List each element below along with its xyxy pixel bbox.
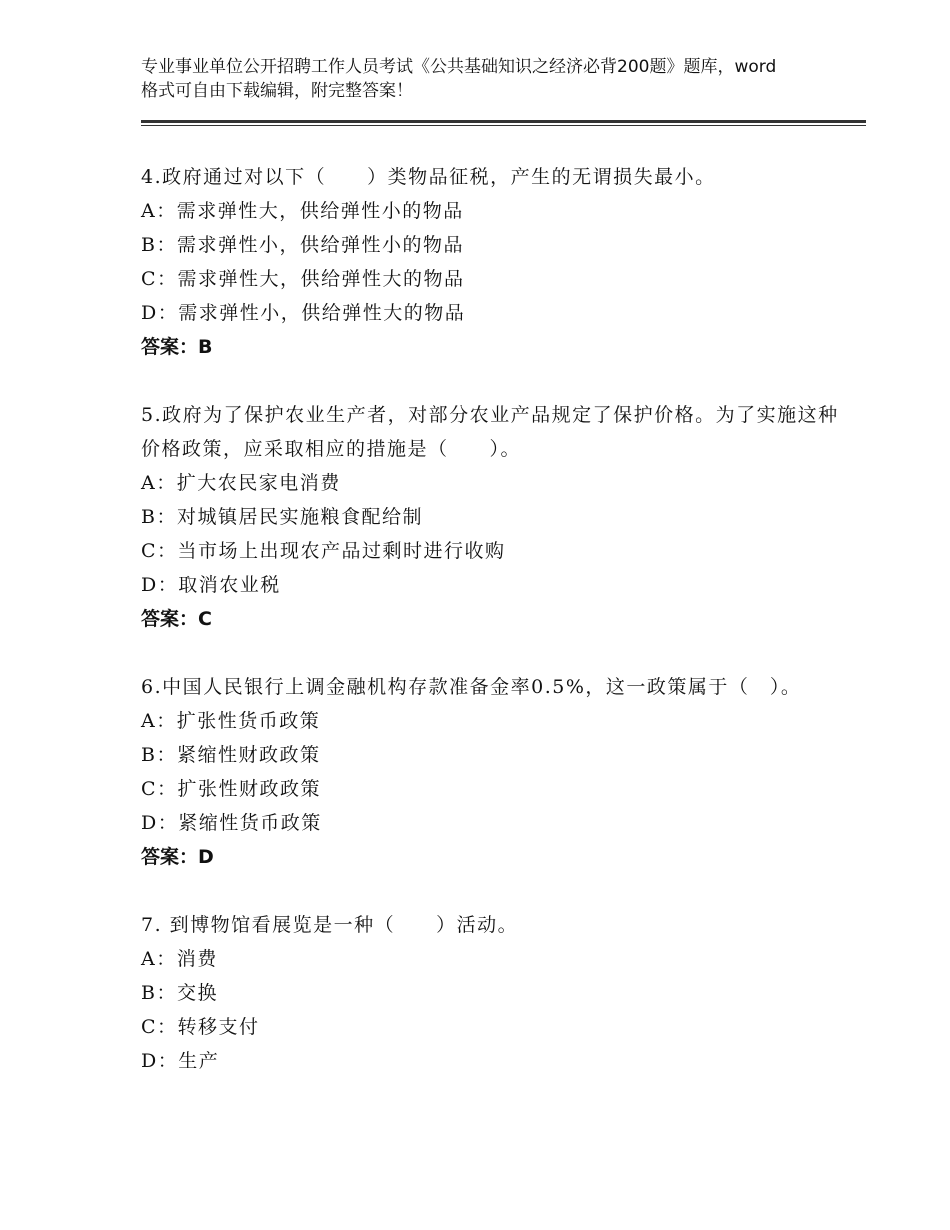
document-header: [141, 55, 781, 103]
option-d: D：紧缩性货币政策: [141, 812, 322, 834]
question-stem: 4.政府通过对以下（ ）类物品征税，产生的无谓损失最小。: [141, 166, 716, 188]
header-title: 专业事业单位公开招聘工作人员考试《公共基础知识之经济必背200题》题库，word格式可自由下载编辑，附完整答案！: [141, 57, 777, 101]
option-b: B：需求弹性小，供给弹性小的物品: [141, 234, 464, 256]
answer: 答案：D: [141, 846, 214, 868]
option-c: C：当市场上出现农产品过剩时进行收购: [141, 540, 506, 562]
option-a: A：需求弹性大，供给弹性小的物品: [141, 200, 464, 222]
option-b: B：交换: [141, 982, 218, 1004]
question-list: [141, 160, 841, 1112]
option-c: C：需求弹性大，供给弹性大的物品: [141, 268, 465, 290]
question-6: [141, 670, 841, 874]
header-rule-thick: [141, 120, 866, 123]
option-d: D：生产: [141, 1050, 220, 1072]
question-7: [141, 908, 841, 1078]
question-stem: 5.政府为了保护农业生产者，对部分农业产品规定了保护价格。为了实施这种价格政策，应采取相应的措施是（ ）。: [141, 404, 839, 460]
header-rule-thin: [141, 125, 866, 126]
answer: 答案：C: [141, 608, 212, 630]
answer: 答案：B: [141, 336, 213, 358]
option-b: B：紧缩性财政政策: [141, 744, 321, 766]
option-b: B：对城镇居民实施粮食配给制: [141, 506, 423, 528]
question-4: [141, 160, 841, 364]
option-c: C：扩张性财政政策: [141, 778, 322, 800]
option-d: D：需求弹性小，供给弹性大的物品: [141, 302, 466, 324]
question-5: [141, 398, 841, 636]
option-a: A：扩大农民家电消费: [141, 472, 341, 494]
option-d: D：取消农业税: [141, 574, 281, 596]
question-stem: 6.中国人民银行上调金融机构存款准备金率0.5%，这一政策属于（ ）。: [141, 676, 802, 698]
option-a: A：消费: [141, 948, 218, 970]
option-c: C：转移支付: [141, 1016, 260, 1038]
question-stem: 7. 到博物馆看展览是一种（ ）活动。: [141, 914, 519, 936]
option-a: A：扩张性货币政策: [141, 710, 321, 732]
